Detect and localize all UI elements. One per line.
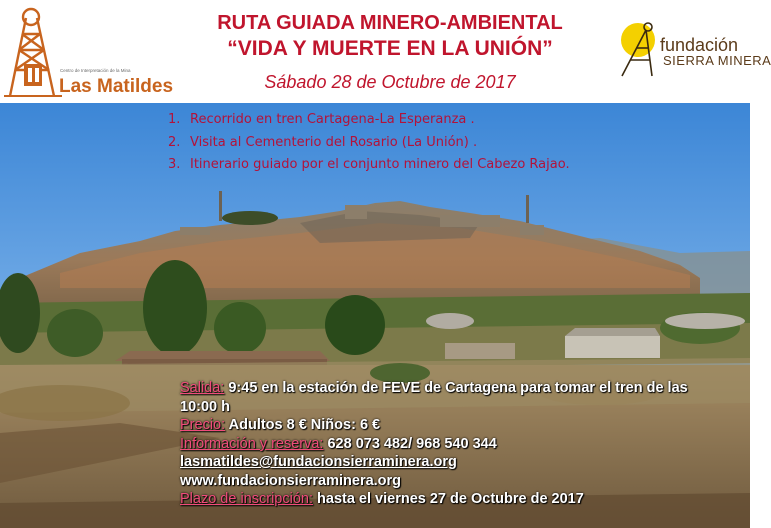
salida-value-2: 10:00 h: [180, 399, 230, 415]
poster-header: [0, 0, 771, 103]
item-text: Itinerario guiado por el conjunto minero del Cabezo Rajao.: [190, 157, 570, 172]
salida-label: Salida:: [180, 380, 225, 396]
salida-value: 9:45 en la estación de FEVE de Cartagena para tomar el tren de las: [224, 380, 688, 396]
plazo-label: Plazo de inscripción:: [180, 491, 313, 507]
precio-line: [180, 417, 380, 433]
precio-label: Precio:: [180, 417, 226, 433]
poster-title-line1: RUTA GUIADA MINERO-AMBIENTAL: [217, 12, 563, 34]
phone-numbers: 628 073 482/ 968 540 344: [323, 436, 497, 452]
logo-right-line1: fundación: [660, 35, 739, 55]
info-line: [180, 436, 497, 452]
item-number: 3.: [168, 157, 181, 172]
item-text: Visita al Cementerio del Rosario (La Unión) .: [190, 134, 478, 150]
website-link[interactable]: www.fundacionsierraminera.org: [180, 473, 402, 489]
item-number: 1.: [168, 112, 181, 127]
list-item: [168, 157, 570, 180]
las-matildes-logo: [4, 6, 174, 100]
item-number: 2.: [168, 134, 181, 150]
precio-value: Adultos 8 € Niños: 6 €: [225, 417, 381, 433]
email-link[interactable]: lasmatildes@fundacionsierraminera.org: [180, 454, 457, 470]
logo-right-line2: SIERRA MINERA: [663, 53, 771, 68]
fundacion-sierra-minera-logo: [616, 18, 771, 78]
logo-name: Las Matildes: [59, 76, 174, 97]
salida-line: [180, 380, 688, 396]
plazo-line: [180, 491, 584, 507]
mine-headframe-icon: [4, 6, 64, 100]
plazo-value: hasta el viernes 27 de Octubre de 2017: [313, 491, 584, 507]
poster-title-line2: “VIDA Y MUERTE EN LA UNIÓN”: [227, 37, 553, 60]
itinerary-list: [168, 112, 570, 180]
list-item: [168, 112, 570, 135]
mine-tower-sun-icon: [616, 18, 666, 78]
web-line: [180, 473, 401, 489]
event-date: Sábado 28 de Octubre de 2017: [264, 72, 516, 92]
email-line: [180, 454, 457, 470]
item-text: Recorrido en tren Cartagena-La Esperanza .: [190, 112, 475, 127]
logo-subtitle: Centro de Interpretación de la Mina: [60, 68, 131, 73]
info-label: Información y reserva:: [180, 436, 324, 452]
salida-line-2: [180, 399, 230, 415]
list-item: [168, 135, 570, 158]
